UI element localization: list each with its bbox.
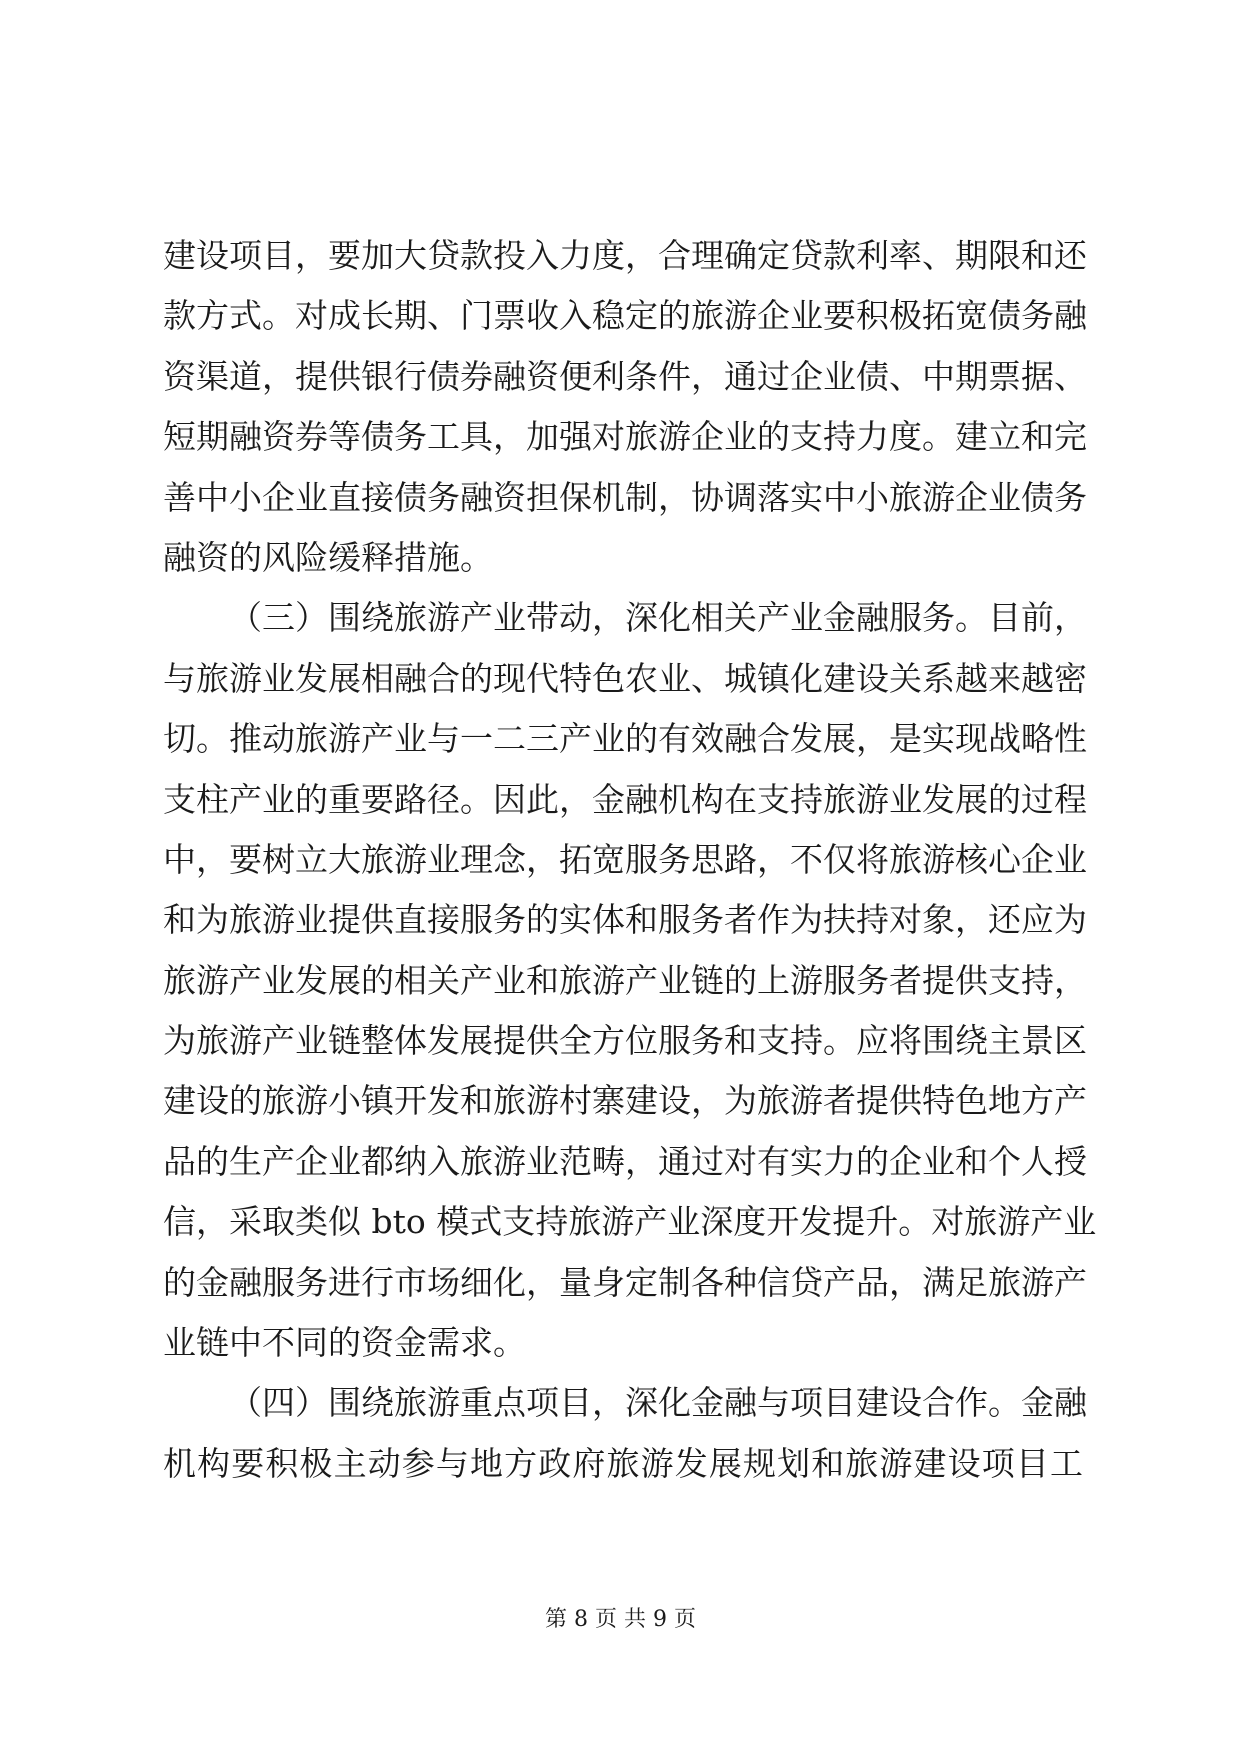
text-line: 资渠道，提供银行债券融资便利条件，通过企业债、中期票据、 — [163, 356, 1087, 396]
text-line: 中，要树立大旅游业理念，拓宽服务思路，不仅将旅游核心企业 — [163, 839, 1087, 879]
text-line: 的金融服务进行市场细化，量身定制各种信贷产品，满足旅游产 — [163, 1262, 1087, 1302]
body-text — [163, 226, 1097, 1494]
text-line: 善中小企业直接债务融资担保机制，协调落实中小旅游企业债务 — [163, 477, 1087, 517]
text-line: （三）围绕旅游产业带动，深化相关产业金融服务。目前， — [229, 598, 1087, 638]
text-line: （四）围绕旅游重点项目，深化金融与项目建设合作。金融 — [229, 1383, 1087, 1423]
text-line: 建设项目，要加大贷款投入力度，合理确定贷款利率、期限和还 — [163, 236, 1087, 275]
text-line: 机构要积极主动参与地方政府旅游发展规划和旅游建设项目工 — [163, 1443, 1083, 1483]
page-footer: 第 8 页 共 9 页 — [545, 1607, 696, 1632]
text-line: 信，采取类似 bto 模式支持旅游产业深度开发提升。对旅游产业 — [163, 1202, 1097, 1242]
text-line: 短期融资券等债务工具，加强对旅游企业的支持力度。建立和完 — [163, 417, 1087, 457]
text-line: 品的生产企业都纳入旅游业范畴，通过对有实力的企业和个人授 — [163, 1141, 1087, 1181]
text-line: 支柱产业的重要路径。因此，金融机构在支持旅游业发展的过程 — [163, 779, 1087, 819]
text-line: 与旅游业发展相融合的现代特色农业、城镇化建设关系越来越密 — [163, 658, 1087, 698]
text-line: 建设的旅游小镇开发和旅游村寨建设，为旅游者提供特色地方产 — [163, 1081, 1087, 1121]
text-line: 为旅游产业链整体发展提供全方位服务和支持。应将围绕主景区 — [163, 1021, 1087, 1061]
text-line: 切。推动旅游产业与一二三产业的有效融合发展，是实现战略性 — [163, 719, 1087, 759]
text-line: 和为旅游业提供直接服务的实体和服务者作为扶持对象，还应为 — [163, 900, 1087, 940]
text-line: 旅游产业发展的相关产业和旅游产业链的上游服务者提供支持， — [163, 960, 1087, 1000]
text-line: 业链中不同的资金需求。 — [163, 1323, 526, 1363]
text-line: 融资的风险缓释措施。 — [163, 537, 493, 577]
text-line: 款方式。对成长期、门票收入稳定的旅游企业要积极拓宽债务融 — [163, 296, 1087, 336]
